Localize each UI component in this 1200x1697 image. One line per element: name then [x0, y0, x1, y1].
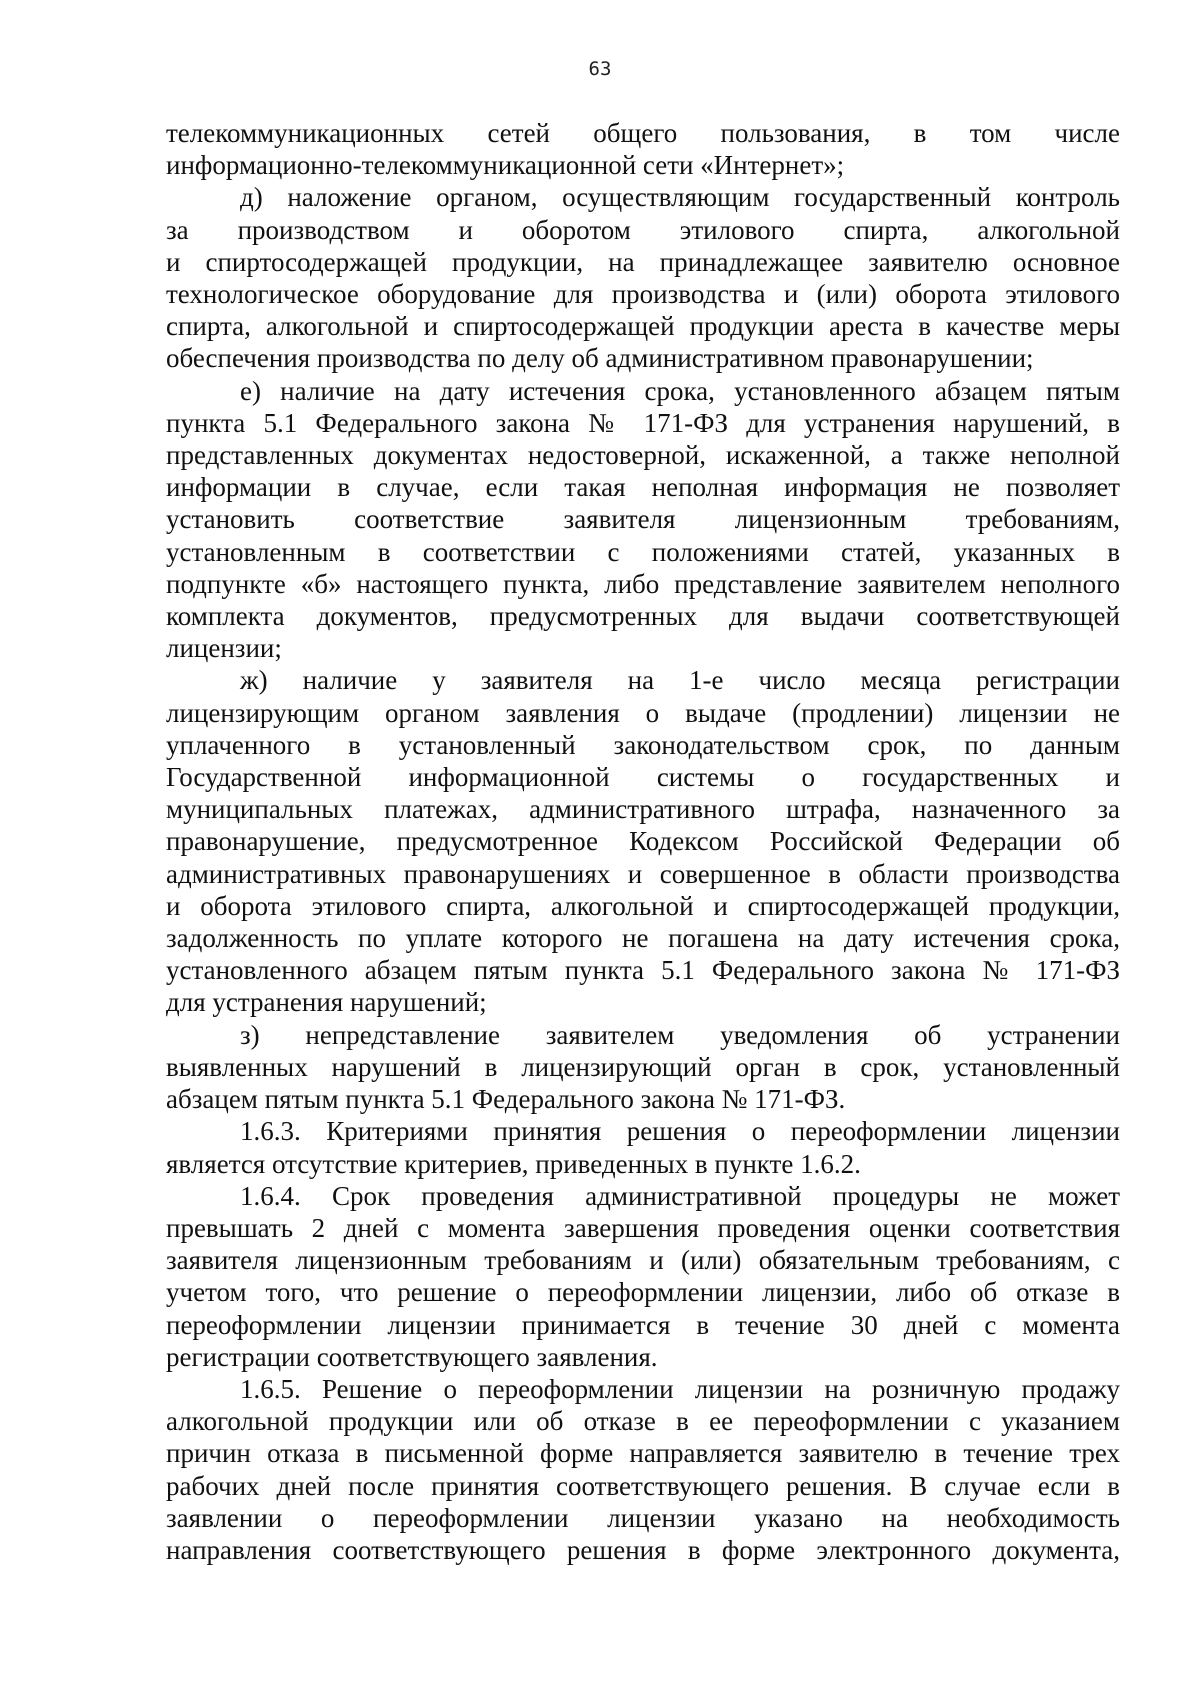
- text-line: учетом того, что решение о переоформлении лицензии, либо об отказе в: [166, 1277, 1120, 1308]
- paragraph-item-zh: [166, 664, 1120, 1018]
- text-line: превышать 2 дней с момента завершения проведения оценки соответствия: [166, 1212, 1120, 1243]
- text-line: задолженность по уплате которого не погашена на дату истечения срока,: [166, 923, 1120, 954]
- text-line: уплаченного в установленный законодательством срок, по данным: [166, 729, 1120, 760]
- text-line: 1.6.4. Срок проведения административной процедуры не может: [240, 1180, 1120, 1211]
- text-line: и спиртосодержащей продукции, на принадлежащее заявителю основное: [166, 246, 1120, 277]
- text-line: выявленных нарушений в лицензирующий орган в срок, установленный: [166, 1051, 1120, 1082]
- text-line: з) непредставление заявителем уведомления об устранении: [240, 1019, 1120, 1050]
- text-line: информации в случае, если такая неполная информация не позволяет: [166, 472, 1120, 503]
- text-line: лицензирующим органом заявления о выдаче (продлении) лицензии не: [166, 697, 1120, 728]
- document-body: [166, 117, 1120, 1566]
- text-line: информационно-телекоммуникационной сети «Интернет»;: [166, 150, 845, 181]
- text-line: является отсутствие критериев, приведенных в пункте 1.6.2.: [166, 1148, 861, 1179]
- paragraph-item-e: [166, 375, 1120, 665]
- paragraph-1-6-4: [166, 1180, 1120, 1373]
- text-line: абзацем пятым пункта 5.1 Федерального закона № 171-ФЗ.: [166, 1084, 846, 1115]
- text-line: установить соответствие заявителя лицензионным требованиям,: [166, 504, 1120, 535]
- text-line: алкогольной продукции или об отказе в ее переоформлении с указанием: [166, 1406, 1120, 1437]
- text-line: лицензии;: [166, 633, 282, 664]
- text-line: для устранения нарушений;: [166, 987, 487, 1018]
- text-line: переоформлении лицензии принимается в течение 30 дней с момента: [166, 1309, 1120, 1340]
- text-line: установленного абзацем пятым пункта 5.1 Федерального закона № 171-ФЗ: [166, 955, 1120, 986]
- text-line: регистрации соответствующего заявления.: [166, 1341, 658, 1372]
- text-line: за производством и оборотом этилового спирта, алкогольной: [166, 214, 1120, 245]
- text-line: административных правонарушениях и совершенное в области производства: [166, 858, 1120, 889]
- text-line: Государственной информационной системы о государственных и: [166, 762, 1120, 793]
- text-line: направления соответствующего решения в форме электронного документа,: [166, 1534, 1120, 1565]
- paragraph: [166, 117, 1120, 181]
- paragraph-item-d: [166, 181, 1120, 374]
- page-number: 63: [588, 58, 612, 80]
- paragraph-1-6-3: [166, 1115, 1120, 1179]
- text-line: и оборота этилового спирта, алкогольной и спиртосодержащей продукции,: [166, 890, 1120, 921]
- text-line: технологическое оборудование для производства и (или) оборота этилового: [166, 279, 1120, 310]
- paragraph-1-6-5: [166, 1373, 1120, 1566]
- text-line: правонарушение, предусмотренное Кодексом Российской Федерации об: [166, 826, 1120, 857]
- text-line: д) наложение органом, осуществляющим государственный контроль: [240, 182, 1120, 213]
- text-line: представленных документах недостоверной, искаженной, а также неполной: [166, 440, 1120, 471]
- text-line: спирта, алкогольной и спиртосодержащей продукции ареста в качестве меры: [166, 311, 1120, 342]
- text-line: рабочих дней после принятия соответствующего решения. В случае если в: [166, 1470, 1120, 1501]
- text-line: е) наличие на дату истечения срока, установленного абзацем пятым: [240, 375, 1120, 406]
- text-line: заявителя лицензионным требованиям и (или) обязательным требованиям, с: [166, 1245, 1120, 1276]
- paragraph-item-z: [166, 1019, 1120, 1116]
- text-line: подпункте «б» настоящего пункта, либо представление заявителем неполного: [166, 568, 1120, 599]
- text-line: обеспечения производства по делу об административном правонарушении;: [166, 343, 1034, 374]
- text-line: муниципальных платежах, административного штрафа, назначенного за: [166, 794, 1120, 825]
- text-line: 1.6.5. Решение о переоформлении лицензии на розничную продажу: [240, 1373, 1120, 1404]
- text-line: 1.6.3. Критериями принятия решения о переоформлении лицензии: [240, 1116, 1120, 1147]
- text-line: ж) наличие у заявителя на 1-е число месяца регистрации: [240, 665, 1120, 696]
- text-line: заявлении о переоформлении лицензии указано на необходимость: [166, 1502, 1120, 1533]
- text-line: комплекта документов, предусмотренных для выдачи соответствующей: [166, 601, 1120, 632]
- text-line: причин отказа в письменной форме направляется заявителю в течение трех: [166, 1438, 1120, 1469]
- text-line: телекоммуникационных сетей общего пользования, в том числе: [166, 118, 1120, 148]
- text-line: пункта 5.1 Федерального закона № 171-ФЗ для устранения нарушений, в: [166, 407, 1120, 438]
- text-line: установленным в соответствии с положениями статей, указанных в: [166, 536, 1120, 567]
